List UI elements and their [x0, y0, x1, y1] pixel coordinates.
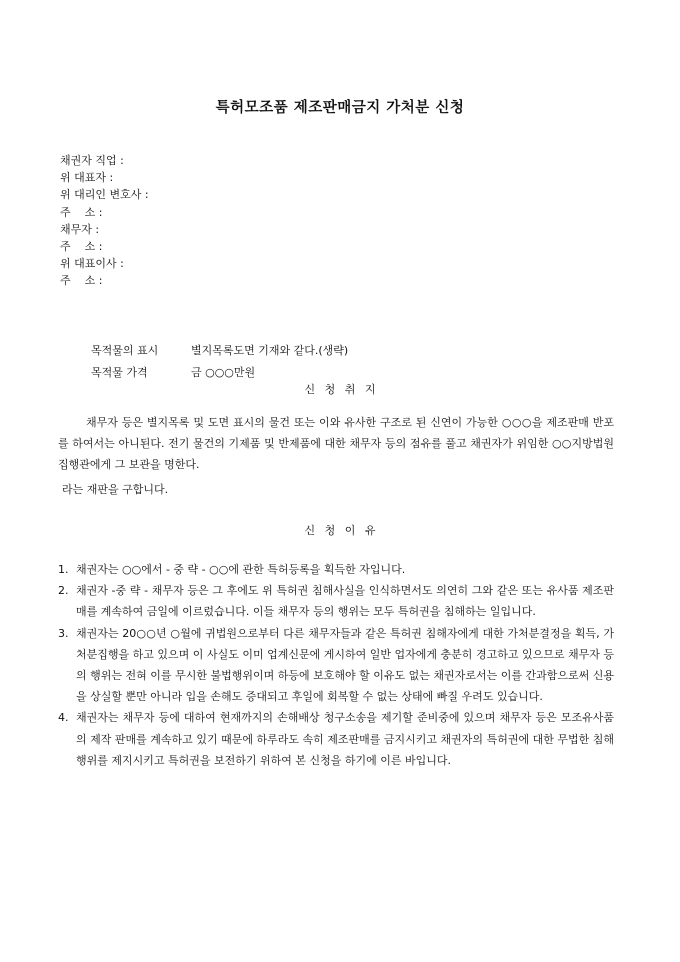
reason-number: 3.	[58, 626, 69, 640]
reason-text: 채권자는 20○○년 ○월에 귀법원으로부터 다른 채무자들과 같은 특허권 침해자에게 대한 가처분결정을 획득, 가처분집행을 하고 있으며 이 사실도 이미 업계신문에 게시하여 일반 업자에게 충분히 경고하고 있으므로 채무자 등의 행위는 전혀 이를 무시한 불법행위이며 하등에 보호해야 할 이유도 없는 채권자로서는 이를 간과함으로써 신용을 상실할 뿐만 아니라 입을 손해도 증대되고 후일에 회복할 수 없는 상태에 빠질 우려도 있습니다.	[76, 626, 614, 704]
claim-text: 채무자 등은 별지목록 및 도면 표시의 물건 또는 이와 유사한 구조로 된 신연이 가능한 ○○○을 제조판매 반포를 하여서는 아니된다. 전기 물건의 기제품 및 반제품에 대한 채무자 등의 점유를 풀고 채권자가 위임한 ○○지방법원 집행관에게 그 보관을 명한다.	[58, 416, 614, 471]
reason-text: 채권자 -중 략 - 채무자 등은 그 후에도 위 특허권 침해사실을 인식하면서도 의연히 그와 같은 또는 유사품 제조판매를 계속하여 금일에 이르렀습니다. 이들 채무자 등의 행위는 모두 특허권을 침해하는 일입니다.	[76, 584, 614, 619]
party-line-ceo: 위 대표이사 :	[60, 257, 124, 271]
party-line-address: 주 소 :	[60, 205, 103, 219]
party-line-address: 주 소 :	[60, 274, 103, 288]
reason-text: 채권자는 ○○에서 - 중 략 - ○○에 관한 특허등록을 획득한 자입니다.	[76, 563, 406, 576]
object-block	[70, 318, 349, 379]
party-line-attorney: 위 대리인 변호사 :	[60, 188, 149, 202]
reasons-list	[58, 559, 614, 771]
party-line-creditor-occupation: 채권자 직업 :	[60, 154, 124, 167]
document-title: 특허모조품 제조판매금지 가처분 신청	[215, 99, 465, 116]
reason-number: 1.	[58, 563, 69, 576]
object-display-row	[70, 318, 349, 357]
claim-section	[58, 412, 614, 475]
reason-item	[58, 623, 614, 708]
reason-item	[58, 559, 614, 580]
party-line-representative: 위 대표자 :	[60, 171, 114, 185]
object-price-value: 금 ○○○만원	[190, 366, 256, 379]
reason-item	[58, 580, 614, 622]
parties-block	[60, 152, 149, 290]
reason-item	[58, 707, 614, 771]
claim-heading: 신 청 취 지	[304, 383, 376, 396]
reason-number: 4.	[58, 711, 69, 725]
object-display-value: 별지목록도면 기재와 같다.(생략)	[190, 344, 349, 357]
party-line-address: 주 소 :	[60, 239, 103, 253]
object-display-label: 목적물의 표시	[90, 344, 159, 357]
reason-number: 2.	[58, 584, 69, 598]
party-line-debtor: 채무자 :	[60, 222, 100, 236]
reason-text: 채권자는 채무자 등에 대하여 현재까지의 손해배상 청구소송을 제기할 준비중에 있으며 채무자 등은 모조유사품의 제작 판매를 계속하고 있기 때문에 하루라도 속히 제조판매를 금지시키고 채권자의 특허권에 대한 무법한 침해 행위를 제지시키고 특허권을 보전하기 위하여 본 신청을 하기에 이른 바입니다.	[76, 711, 614, 767]
closing-line: 라는 재판을 구합니다.	[62, 483, 169, 496]
object-price-label: 목적물 가격	[90, 366, 148, 379]
reasons-heading: 신 청 이 유	[304, 524, 376, 537]
